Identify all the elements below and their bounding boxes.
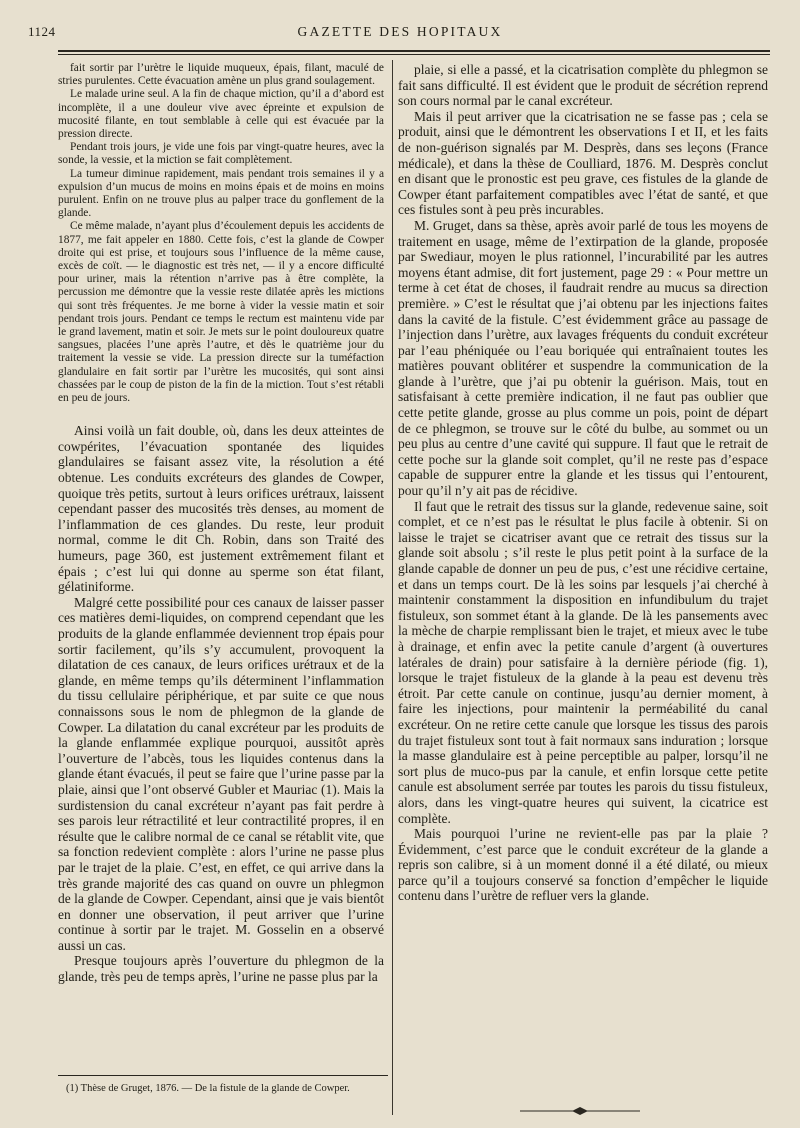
body-paragraph: M. Gruget, dans sa thèse, après avoir parlé de tous les moyens de traitement en usage, même de l’extirpation de la glande, proposée par Swediaur, moyen le plus rationnel, l’incurabilité par les autres moyens étant admise, dit fort justement, page 29 : « Pour mettre un terme à cet état de choses, il faudrait rendre au mucus sa direction première. » C’est le résultat que j’ai obtenu par les injections faites dans la cavité de la fistule. C’est évidemment grâce au passage de l’injection dans l’urètre, aux lavages fréquents du conduit excréteur par l’eau phéniquée ou l’eau boriquée qui entraînaient toutes les matières pouvant oblitérer et suspendre la communication de la glande à l’urètre, que j’ai pu obtenir la guérison. Mais, tout en satisfaisant à cette première indication, il ne faut pas oublier que cette petite glande, grosse au plus comme un pois, point de départ de ce phlegmon, se trouve sur le côté du bulbe, au sommet ou un peu plus au centre d’une cavité qui suppure. Il faut que le retrait de cette poche sur la glande soit complet, qu’il ne reste pas d’espace capable de suppurer entre la glande et les tissus qui l’entourent, pour qu’il n’y ait pas de récidive. xyxy=(398,217,768,499)
left-column xyxy=(58,62,384,985)
footnote-rule xyxy=(58,1075,388,1076)
body-paragraph: Malgré cette possibilité pour ces canaux de laisser passer ces matières demi-liquides, on comprend cependant que les produits de la glande enflammée deviennent trop épais pour sortir facilement, qu’ils s’y accumulent, provoquent la dilatation de ces canaux, de leurs orifices urétraux et de la glande, en même temps qu’ils déterminent l’inflammation du tissu cellulaire périphérique, et par suite ce que nous connaissons sous le nom de phlegmon de la glande de Cowper. La dilatation du canal excréteur par les produits de la glande enflammée explique pourquoi, aussitôt après l’ouverture de l’abcès, tous les liquides contenus dans la glande étant évacués, il peut se faire que l’urine passe par la plaie, ainsi que l’ont observé Gubler et Mauriac (1). Mais la surdistension du canal excréteur n’ayant pas fait perdre à ses parois leur rétractilité et leur contractilité propres, il en résulte que le calibre normal de ce canal se rétablit vite, que sa fonction redevient complète : alors l’urine ne passe plus par le trajet de la plaie. C’est, en effet, ce qui arrive dans la très grande majorité des cas quand on ouvre un phlegmon de la glande de Cowper. Cependant, ainsi que je vais bientôt en donner une observation, il peut arriver que l’urine continue à sortir par le trajet. M. Gosselin en a observé aussi un cas. xyxy=(58,594,384,953)
running-title: GAZETTE DES HOPITAUX xyxy=(297,24,503,39)
body-paragraph: plaie, si elle a passé, et la cicatrisation complète du phlegmon se fait sans difficulté. Il est évident que le produit de sécrétion reprend son cours normal par le canal excréteur. xyxy=(398,62,768,109)
case-paragraph: Ce même malade, n’ayant plus d’écoulement depuis les accidents de 1877, me fait appeler en 1880. Cette fois, c’est la glande de Cowper droite qui est prise, et toujours sous l’influence de la même cause, excès de coït. — le diagnostic est très net, — il y a encore difficulté pour uriner, mais la rétention n’arrive pas à être complète, la percussion me démontre que la vessie reste dilatée après les mictions qui sont très fréquentes. Je me borne à vider la vessie matin et soir pendant trois jours. Pendant ce temps le rectum est maintenu vide par le grand lavement, matin et soir. Je mets sur le point douloureux quatre sangsues, placées l’une après l’autre, et dès le quatrième jour du traitement la vessie se vide. La pression directe sur la tuméfaction glandulaire en fait sortir par l’urètre les mucosités, qui sont ainsi chassées par le coup de piston de la fin de la miction. Tout s’est rétabli en peu de jours. xyxy=(58,220,384,405)
right-column xyxy=(398,62,768,904)
body-paragraph: Ainsi voilà un fait double, où, dans les deux atteintes de cowpérites, l’évacuation spontanée des liquides glandulaires se faisant assez vite, la résolution a été obtenue. Les conduits excréteurs des glandes de Cowper, quoique très petits, surtout à leurs orifices urétraux, laissent cependant passer des mucosités très denses, au moment de l’inflammation de ces glandes. Du reste, leur produit normal, comme le dit Ch. Robin, dans son Traité des humeurs, page 360, est justement extrêmement filant et épais ; c’est lui qui donne au sperme son état filant, gélatiniforme. xyxy=(58,423,384,595)
case-paragraph: Le malade urine seul. A la fin de chaque miction, qu’il a d’abord est incomplète, il a une douleur vive avec épreinte et expulsion de mucosité filante, en tout semblable à celle qui est évacuée par la pression directe. xyxy=(58,88,384,141)
body-paragraph: Mais il peut arriver que la cicatrisation ne se fasse pas ; cela se produit, ainsi que le démontrent les observations I et II, et les faits de non-guérison signalés par M. Desprès, dans ses leçons (France médicale), et dans la thèse de Coulliard, 1876. M. Desprès conclut en disant que le pronostic est peu grave, ces fistules de la glande de Cowper étant parfaitement compatibles avec l’état de santé, et que ces fistules sont à peu près incurables. xyxy=(398,108,768,218)
body-paragraph: Presque toujours après l’ouverture du phlegmon de la glande, très peu de temps après, l’urine ne passe plus par la xyxy=(58,953,384,985)
end-ornament xyxy=(520,1107,640,1115)
case-paragraph: La tumeur diminue rapidement, mais pendant trois semaines il y a expulsion d’un mucus de moins en moins épais et de moins en moins purulent. Enfin on ne trouve plus au palper trace du gonflement de la glande. xyxy=(58,167,384,220)
case-paragraph: fait sortir par l’urètre le liquide muqueux, épais, filant, maculé de stries purulentes. Cette évacuation amène un plus grand soulagement. xyxy=(58,62,384,88)
body-paragraph: Mais pourquoi l’urine ne revient-elle pas par la plaie ? Évidemment, c’est parce que le conduit excréteur de la glande a repris son calibre, si à un moment donné il a été dilaté, ou mieux parce qu’il a toujours conservé sa fonction d’empêcher le liquide contenu dans l’urètre de refluer vers la glande. xyxy=(398,826,768,904)
header-rule-thin xyxy=(58,54,770,55)
body-paragraph: Il faut que le retrait des tissus sur la glande, redevenue saine, soit complet, et ce n’est pas le résultat le plus facile à obtenir. Si on laisse le trajet se cicatriser avant que ce retrait des tissus sur la glande soit absolu ; s’il reste le plus petit point à la surface de la glande capable de donner un peu de pus, c’est une récidive certaine, et dans un temps court. De là les soins par lesquels j’ai cherché à maintenir constamment la disposition en infundibulum du trajet fistuleux, son sommet étant à la glande. De là les pansements avec la mèche de charpie remplissant bien le trajet, et mieux avec le tube à drainage, et enfin avec la petite canule d’argent (à ouvertures latérales de drain) pour satisfaire à la dernière période (fig. 1), lorsque le trajet fistuleux de la glande à la peau est devenu très étroit. Par cette canule on continue, jusqu’au dernier moment, à faire les injections, pour maintenir la perméabilité du canal excréteur. On ne retire cette canule que lorsque les tissus des parois du trajet fistuleux sont tout à fait normaux sans induration ; lorsque la masse glandulaire est à peine perceptible au palper, lorsqu’il ne sort plus de muco-pus par la canule, et enfin lorsque cette petite canule est absolument serrée par toutes les parois du tissu fistuleux, alors, dans les vingt-quatre heures qui suivent, la cicatrice est complète. xyxy=(398,498,768,826)
case-paragraph: Pendant trois jours, je vide une fois par vingt-quatre heures, avec la sonde, la vessie, et la miction se fait complètement. xyxy=(58,141,384,167)
page-header xyxy=(28,24,772,46)
footnote: (1) Thèse de Gruget, 1876. — De la fistule de la glande de Cowper. xyxy=(66,1083,350,1094)
header-rule xyxy=(58,50,770,52)
case-report xyxy=(58,62,384,405)
body-text-left xyxy=(58,423,384,984)
page-number: 1124 xyxy=(28,24,56,39)
column-divider xyxy=(392,60,393,1115)
